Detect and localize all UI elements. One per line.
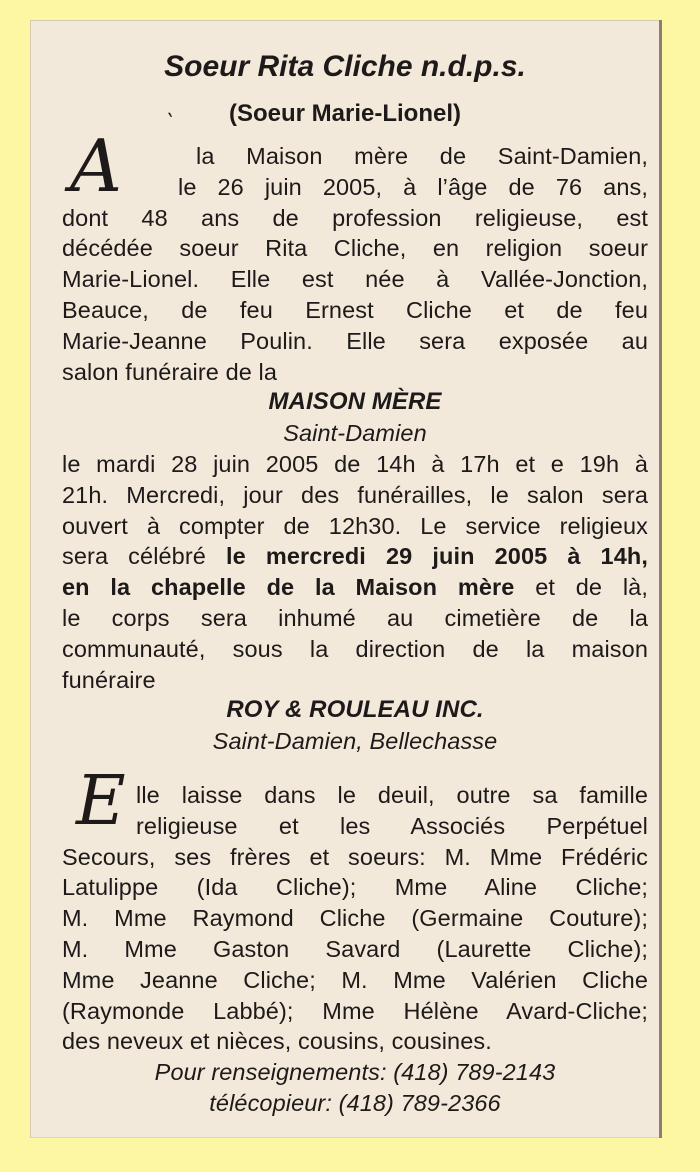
text-fragment: sera célébré [62,543,226,570]
text-fragment: et de là, [514,574,648,601]
text-line: M. Mme Raymond Cliche (Germaine Couture); [62,905,648,932]
text-line: dont 48 ans de profession religieuse, est [62,204,648,231]
text-line: la Maison mère de Saint-Damien, [196,143,648,169]
clipping-edge [659,20,662,1138]
paragraph-death-notice [62,141,648,757]
text-line: M. Mme Gaston Savard (Laurette Cliche); [62,935,648,962]
drop-cap-a: A [70,124,122,208]
text-line: décédée soeur Rita Cliche, en religion soeur [62,235,648,262]
paragraph-survivors [62,780,648,1119]
service-date: le mercredi 29 juin 2005 à 14h, [226,543,648,570]
text-line: le mardi 28 juin 2005 de 14h à 17h et e 19h à [62,450,648,477]
text-line: lle laisse dans le deuil, outre sa famille [136,782,648,808]
funeral-home-city: Saint-Damien, Bellechasse [212,728,498,755]
text-line: funéraire [62,666,156,693]
text-line: religieuse et les Associés Perpétuel [136,812,648,839]
text-line: Latulippe (Ida Cliche); Mme Aline Cliche; [62,874,648,901]
obituary-title: Soeur Rita Cliche n.d.p.s. [164,50,526,83]
text-line: salon funéraire de la [62,358,278,385]
grave-accent-mark: ` [164,112,175,137]
text-line-service-place [62,572,648,603]
text-line-service-date [62,541,648,572]
text-line: ouvert à compter de 12h30. Le service religieux [62,512,648,539]
text-line: le 26 juin 2005, à l’âge de 76 ans, [178,173,648,200]
venue-name: MAISON MÈRE [268,388,442,416]
drop-cap-e: E [76,762,126,841]
funeral-home-name: ROY & ROULEAU INC. [226,696,484,724]
text-line: communauté, sous la direction de la maison [62,635,648,662]
text-line: 21h. Mercredi, jour des funérailles, le salon sera [62,481,648,508]
text-line: Beauce, de feu Ernest Cliche et de feu [62,296,648,323]
service-place: en la chapelle de la Maison mère [62,574,515,601]
text-line: des neveux et nièces, cousins, cousines. [62,1028,492,1055]
venue-city: Saint-Damien [283,420,427,447]
text-line: Marie-Jeanne Poulin. Elle sera exposée au [62,327,648,354]
religious-name: (Soeur Marie-Lionel) [228,100,462,127]
text-line: le corps sera inhumé au cimetière de la [62,604,648,631]
text-line: (Raymonde Labbé); Mme Hélène Avard-Cliche; [62,997,648,1024]
info-phone: Pour renseignements: (418) 789-2143 [154,1059,556,1086]
fax-number: télécopieur: (418) 789-2366 [209,1089,501,1116]
text-line: Marie-Lionel. Elle est née à Vallée-Jonction, [62,266,648,293]
text-line: Mme Jeanne Cliche; M. Mme Valérien Cliche [62,966,648,993]
text-line: Secours, ses frères et soeurs: M. Mme Frédéric [62,843,648,870]
